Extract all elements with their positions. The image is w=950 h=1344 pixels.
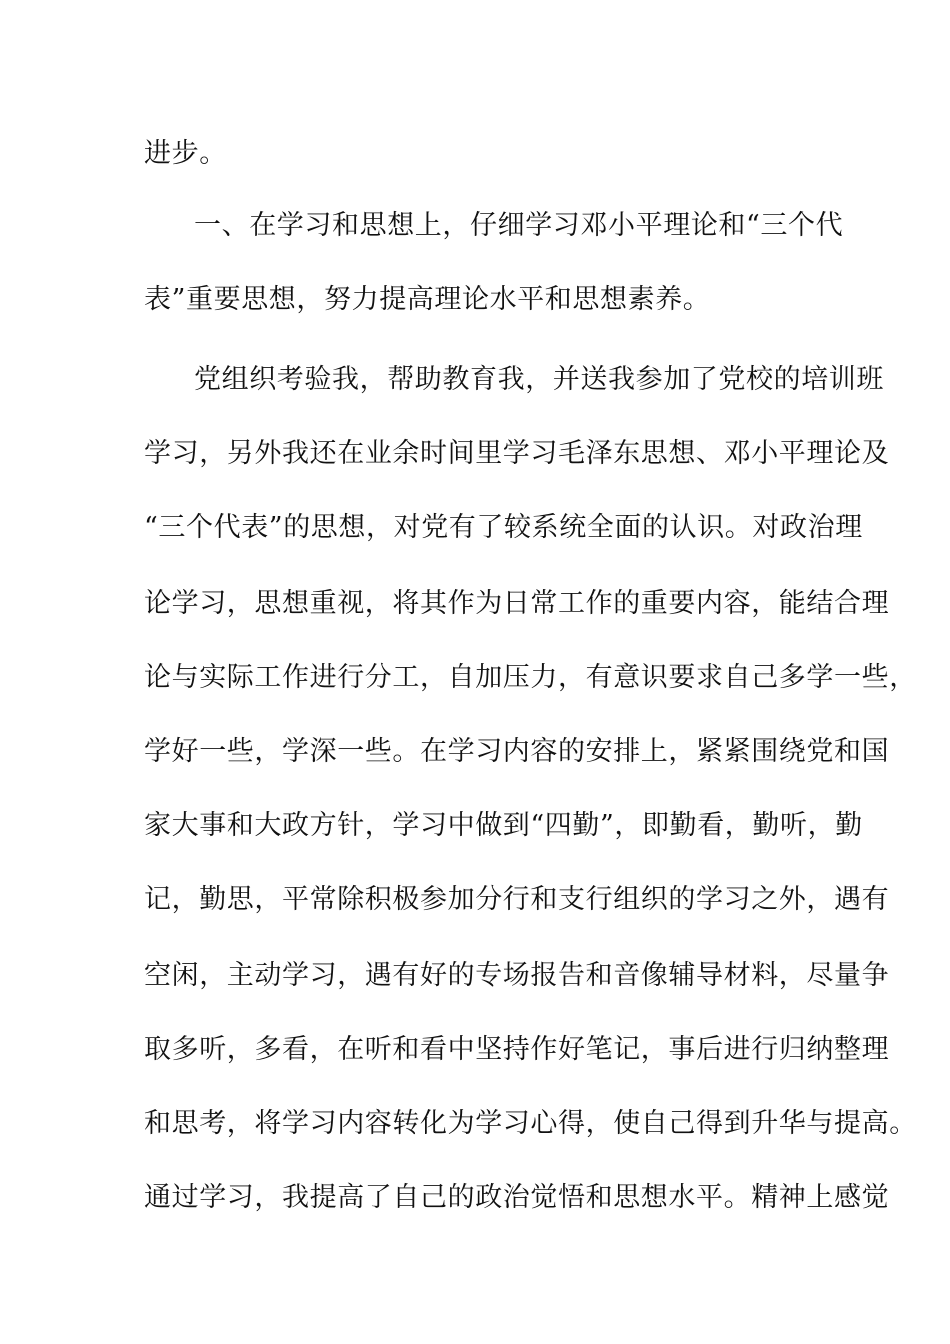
paragraph-line: 论学习，思想重视，将其作为日常工作的重要内容，能结合理 bbox=[144, 588, 890, 619]
paragraph-line: “三个代表”的思想，对党有了较系统全面的认识。对政治理 bbox=[144, 512, 863, 543]
paragraph-line: 取多听，多看，在听和看中坚持作好笔记，事后进行归纳整理 bbox=[144, 1034, 890, 1065]
paragraph-line: 学好一些，学深一些。在学习内容的安排上，紧紧围绕党和国 bbox=[144, 736, 890, 767]
section-heading-line: 表”重要思想，努力提高理论水平和思想素养。 bbox=[144, 284, 711, 315]
paragraph-line: 空闲，主动学习，遇有好的专场报告和音像辅导材料，尽量争 bbox=[144, 960, 890, 991]
paragraph-line: 论与实际工作进行分工，自加压力，有意识要求自己多学一些， bbox=[144, 662, 917, 693]
paragraph-line: 学习，另外我还在业余时间里学习毛泽东思想、邓小平理论及 bbox=[144, 438, 890, 469]
paragraph-line: 和思考，将学习内容转化为学习心得，使自己得到升华与提高。 bbox=[144, 1108, 917, 1139]
section-heading-line: 一、在学习和思想上，仔细学习邓小平理论和“三个代 bbox=[194, 210, 844, 241]
paragraph-line: 党组织考验我，帮助教育我，并送我参加了党校的培训班 bbox=[194, 364, 884, 395]
text-line: 进步。 bbox=[144, 138, 227, 169]
paragraph-line: 记，勤思，平常除积极参加分行和支行组织的学习之外，遇有 bbox=[144, 884, 890, 915]
paragraph-line: 家大事和大政方针，学习中做到“四勤”，即勤看，勤听，勤 bbox=[144, 810, 863, 841]
paragraph-line: 通过学习，我提高了自己的政治觉悟和思想水平。精神上感觉 bbox=[144, 1182, 890, 1213]
